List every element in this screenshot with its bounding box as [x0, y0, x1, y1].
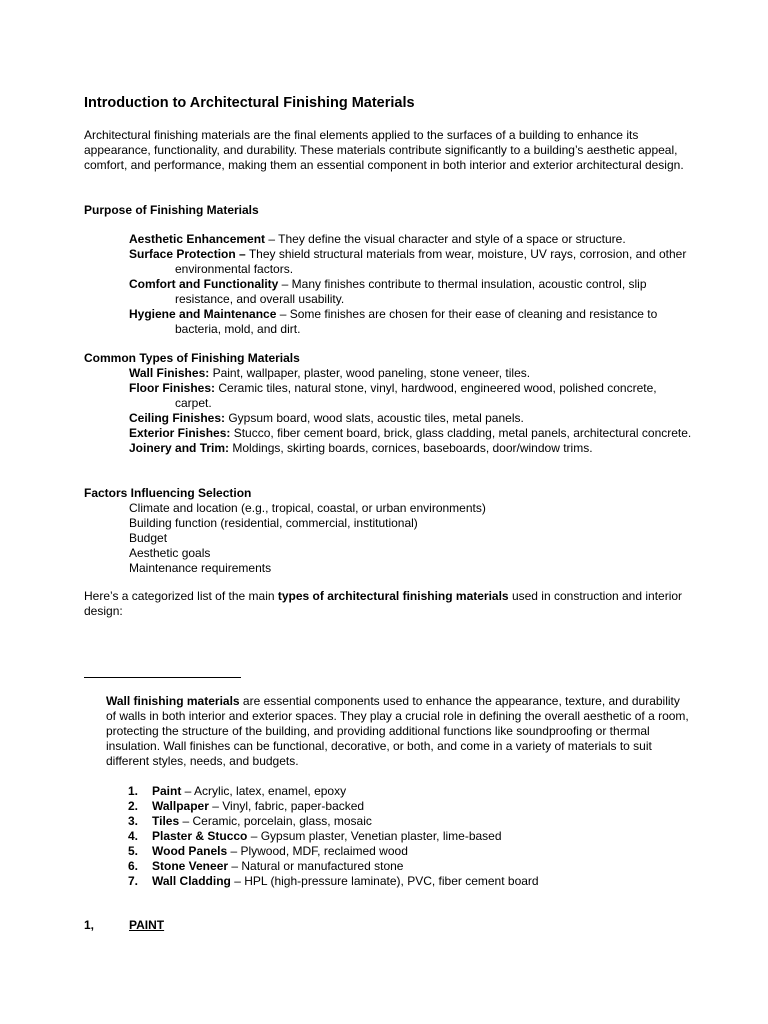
item-text: – Ceramic, porcelain, glass, mosaic [179, 814, 372, 828]
item-text: – Natural or manufactured stone [228, 859, 404, 873]
item-text: – Gypsum plaster, Venetian plaster, lime-based [247, 829, 502, 843]
factors-heading: Factors Influencing Selection [84, 486, 252, 500]
list-item [84, 381, 694, 411]
item-number: 2. [128, 799, 139, 813]
item-number: 7. [128, 874, 139, 888]
wall-paragraph [106, 694, 692, 769]
list-item [84, 426, 694, 441]
item-text: – Acrylic, latex, enamel, epoxy [181, 784, 347, 798]
item-text: – Some finishes are chosen for their ease of cleaning and resistance to bacteria, mold, and dirt. [175, 307, 658, 336]
item-text: – Vinyl, fabric, paper-backed [208, 799, 365, 813]
list-item [106, 859, 692, 874]
list-item: Maintenance requirements [129, 561, 272, 575]
types-heading: Common Types of Finishing Materials [84, 351, 300, 365]
item-term: Tiles [152, 814, 180, 828]
horizontal-rule [84, 677, 241, 678]
item-term: Floor Finishes: [129, 381, 216, 395]
item-term: Stone Veneer [152, 859, 229, 873]
item-term: Wall Cladding [152, 874, 231, 888]
item-term: Paint [152, 784, 182, 798]
list-item [106, 874, 692, 889]
list-item [106, 814, 692, 829]
item-term: Wall Finishes: [129, 366, 210, 380]
wall-materials-list [106, 784, 692, 889]
item-number: 1. [128, 784, 139, 798]
item-text: – Plywood, MDF, reclaimed wood [227, 844, 408, 858]
factors-section [84, 486, 694, 576]
section-heading-paint [84, 918, 164, 933]
item-term: Ceiling Finishes: [129, 411, 226, 425]
list-item: Aesthetic goals [129, 546, 211, 560]
list-item [84, 307, 694, 337]
categorized-intro [84, 589, 694, 619]
list-item: Budget [129, 531, 168, 545]
item-number: 5. [128, 844, 139, 858]
item-text: They shield structural materials from wear, moisture, UV rays, corrosion, and other environmental factors. [175, 247, 687, 276]
list-item [84, 277, 694, 307]
list-item [106, 784, 692, 799]
section-title: PAINT [129, 918, 165, 932]
page-title: Introduction to Architectural Finishing Materials [84, 95, 415, 111]
section-number: 1, [84, 918, 95, 932]
item-term: Aesthetic Enhancement [129, 232, 266, 246]
factors-list [84, 501, 694, 576]
list-item [84, 441, 694, 456]
purpose-section [84, 203, 694, 337]
item-text: – They define the visual character and style of a space or structure. [265, 232, 626, 246]
item-text: – HPL (high-pressure laminate), PVC, fiber cement board [230, 874, 539, 888]
list-item [106, 829, 692, 844]
list-item [84, 232, 694, 247]
list-item [84, 411, 694, 426]
cat-bold: types of architectural finishing materials [277, 589, 509, 603]
item-term: Exterior Finishes: [129, 426, 231, 440]
item-term: Wallpaper [152, 799, 209, 813]
item-term: Wood Panels [152, 844, 228, 858]
list-item [106, 844, 692, 859]
item-text: Gypsum board, wood slats, acoustic tiles, metal panels. [225, 411, 524, 425]
item-term: Plaster & Stucco [152, 829, 248, 843]
purpose-list [84, 232, 694, 337]
list-item: Climate and location (e.g., tropical, coastal, or urban environments) [129, 501, 486, 515]
list-item [106, 799, 692, 814]
item-number: 3. [128, 814, 139, 828]
purpose-heading: Purpose of Finishing Materials [84, 203, 259, 217]
item-text: Paint, wallpaper, plaster, wood paneling, stone veneer, tiles. [209, 366, 531, 380]
item-text: Stucco, fiber cement board, brick, glass cladding, metal panels, architectural concrete. [230, 426, 692, 440]
list-item: Building function (residential, commercial, institutional) [129, 516, 418, 530]
list-item [84, 366, 694, 381]
item-text: Ceramic tiles, natural stone, vinyl, hardwood, engineered wood, polished concrete, carpet. [175, 381, 657, 410]
wall-lead: Wall finishing materials [106, 694, 240, 708]
item-term: Hygiene and Maintenance [129, 307, 277, 321]
cat-post: used in construction and interior design: [84, 589, 683, 618]
item-term: Joinery and Trim: [129, 441, 230, 455]
item-text: Moldings, skirting boards, cornices, baseboards, door/window trims. [229, 441, 593, 455]
wall-finishes-block [106, 694, 692, 889]
wall-text: are essential components used to enhance the appearance, texture, and durability of walls in both interior and exterior spaces. They play a crucial role in defining the overall aesthetic of a room, protecting the structure of the building, and providing additional functions like soundproofing or thermal insulation. Wall finishes can be functional, decorative, or both, and come in a variety of materials to suit different styles, needs, and budgets. [106, 694, 689, 768]
intro-paragraph: Architectural finishing materials are the final elements applied to the surfaces of a building to enhance its appearance, functionality, and durability. These materials contribute significantly to a building’s aesthetic appeal, comfort, and performance, making them an essential component in both interior and exterior architectural design. [84, 128, 684, 172]
item-number: 4. [128, 829, 139, 843]
cat-pre: Here’s a categorized list of the main [84, 589, 278, 603]
item-text: – Many finishes contribute to thermal insulation, acoustic control, slip resistance, and overall usability. [175, 277, 647, 306]
types-section [84, 351, 694, 456]
list-item [84, 247, 694, 277]
item-term: Comfort and Functionality [129, 277, 279, 291]
item-term: Surface Protection – [129, 247, 246, 261]
item-number: 6. [128, 859, 139, 873]
types-list [84, 366, 694, 456]
